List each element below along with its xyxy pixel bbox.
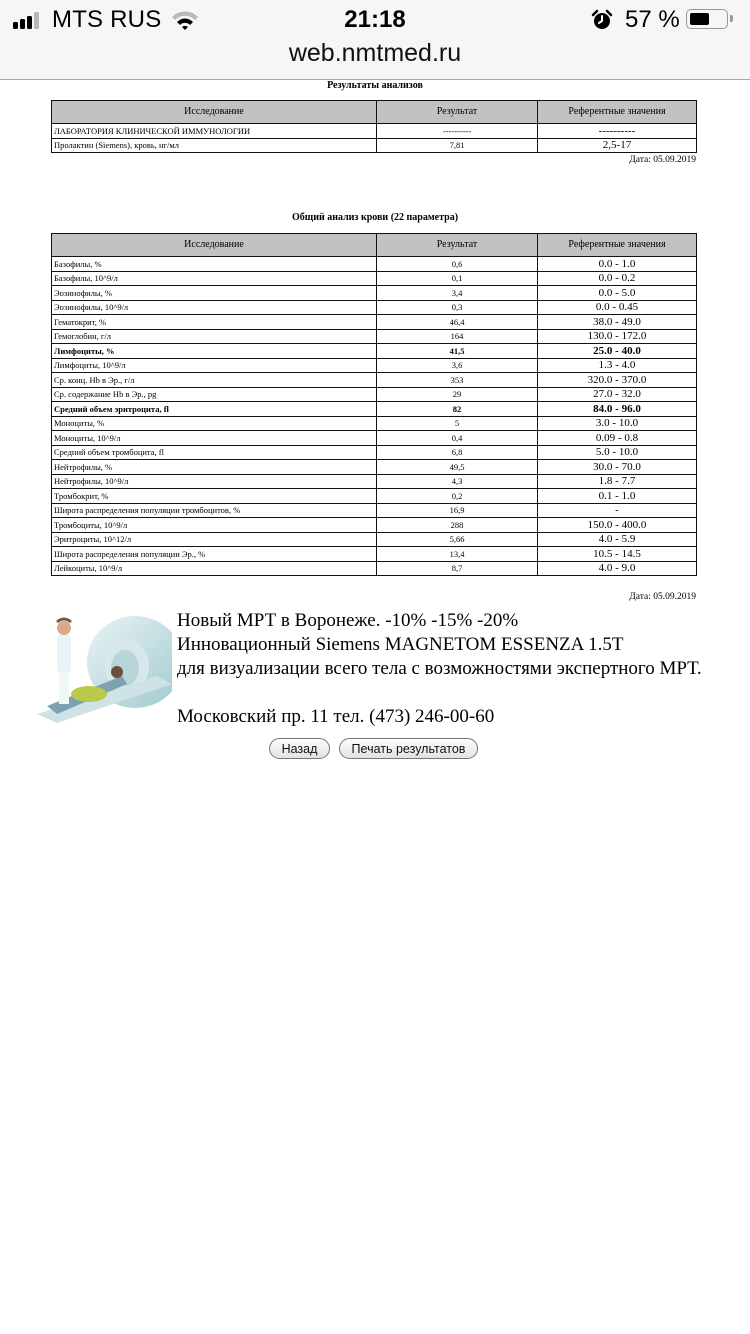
cell-study-name: Нейтрофилы, % (52, 460, 377, 475)
cell-reference-range: 320.0 - 370.0 (538, 373, 697, 388)
cell-result: 13,4 (377, 547, 538, 562)
cell-reference-range: 4.0 - 5.9 (538, 532, 697, 547)
cell-reference-range: 0.1 - 1.0 (538, 489, 697, 504)
table-row (52, 518, 697, 533)
cell-result: 164 (377, 329, 538, 344)
section1-title: Результаты анализов (327, 80, 423, 91)
cell-study-name: Гемоглобин, г/л (52, 329, 377, 344)
print-results-button[interactable]: Печать результатов (339, 738, 478, 759)
status-bar (0, 0, 750, 40)
header-reference: Референтные значения (538, 234, 697, 257)
cell-study-name: Широта распределения популяции Эр., % (52, 547, 377, 562)
section2-title: Общий анализ крови (22 параметра) (291, 212, 459, 223)
cell-reference-range: 4.0 - 9.0 (538, 561, 697, 576)
cell-result: 0,6 (377, 257, 538, 272)
table-row (52, 124, 697, 139)
cell-result: 353 (377, 373, 538, 388)
cell-study-name: Лейкоциты, 10^9/л (52, 561, 377, 576)
table-row (52, 373, 697, 388)
url-address-bar[interactable]: web.nmtmed.ru (288, 39, 462, 67)
browser-top-bar (0, 0, 750, 80)
cell-study-name: Эритроциты, 10^12/л (52, 532, 377, 547)
cell-reference-range: 10.5 - 14.5 (538, 547, 697, 562)
table-row (52, 300, 697, 315)
cell-result: 3,4 (377, 286, 538, 301)
table-row (52, 489, 697, 504)
cell-study-name: Средний объем эритроцита, fl (52, 402, 377, 417)
cell-reference-range: 3.0 - 10.0 (538, 416, 697, 431)
table-row (52, 286, 697, 301)
table-row (52, 315, 697, 330)
section1-date: Дата: 05.09.2019 (629, 155, 696, 165)
table-row (52, 138, 697, 153)
table-row (52, 358, 697, 373)
cell-result: 41,5 (377, 344, 538, 359)
cell-result: ---------- (377, 124, 538, 139)
ad-line-scanner: Инновационный Siemens MAGNETOM ESSENZA 1.5T (177, 634, 624, 655)
cell-reference-range: 25.0 - 40.0 (538, 344, 697, 359)
cell-study-name: Средний объем тромбоцита, fl (52, 445, 377, 460)
cell-study-name: Эозинофилы, 10^9/л (52, 300, 377, 315)
table-row (52, 474, 697, 489)
cell-study-name: Тромбокрит, % (52, 489, 377, 504)
cell-result: 16,9 (377, 503, 538, 518)
results-table-immunology (51, 100, 697, 153)
cell-reference-range: 30.0 - 70.0 (538, 460, 697, 475)
table-row (52, 271, 697, 286)
header-result: Результат (377, 234, 538, 257)
mri-advertisement[interactable] (177, 609, 702, 729)
ad-line-description: для визуализации всего тела с возможностями экспертного МРТ. (177, 658, 702, 679)
table-row (52, 329, 697, 344)
carrier-name: MTS RUS (52, 6, 162, 33)
cell-reference-range: 130.0 - 172.0 (538, 329, 697, 344)
cell-reference-range: ---------- (538, 124, 697, 139)
cell-study-name: Пролактин (Siemens), кровь, нг/мл (52, 138, 377, 153)
cell-study-name: Тромбоциты, 10^9/л (52, 518, 377, 533)
cell-study-name: Нейтрофилы, 10^9/л (52, 474, 377, 489)
cell-result: 46,4 (377, 315, 538, 330)
cell-result: 288 (377, 518, 538, 533)
table-row (52, 257, 697, 272)
cell-reference-range: 0.0 - 0.2 (538, 271, 697, 286)
cell-result: 6,8 (377, 445, 538, 460)
cell-study-name: Широта распределения популяции тромбоцитов, % (52, 503, 377, 518)
table-row (52, 431, 697, 446)
cell-result: 8,7 (377, 561, 538, 576)
cell-study-name: Базофилы, % (52, 257, 377, 272)
alarm-icon (591, 9, 613, 31)
back-button[interactable]: Назад (269, 738, 330, 759)
cell-study-name: Лимфоциты, 10^9/л (52, 358, 377, 373)
cell-result: 0,1 (377, 271, 538, 286)
cell-study-name: Моноциты, 10^9/л (52, 431, 377, 446)
cell-reference-range: 0.0 - 1.0 (538, 257, 697, 272)
cell-result: 49,5 (377, 460, 538, 475)
cell-result: 7,81 (377, 138, 538, 153)
table-row (52, 460, 697, 475)
table-row (52, 503, 697, 518)
cell-reference-range: 0.0 - 5.0 (538, 286, 697, 301)
cell-study-name: ЛАБОРАТОРИЯ КЛИНИЧЕСКОЙ ИММУНОЛОГИИ (52, 124, 377, 139)
cell-result: 0,2 (377, 489, 538, 504)
cell-reference-range: 84.0 - 96.0 (538, 402, 697, 417)
table-row (52, 445, 697, 460)
cell-reference-range: 1.8 - 7.7 (538, 474, 697, 489)
cell-study-name: Лимфоциты, % (52, 344, 377, 359)
cell-reference-range: 0.09 - 0.8 (538, 431, 697, 446)
cell-result: 5 (377, 416, 538, 431)
table-row (52, 402, 697, 417)
cell-study-name: Ср. содержание Hb в Эр., pg (52, 387, 377, 402)
header-result: Результат (377, 101, 538, 124)
cell-study-name: Гематокрит, % (52, 315, 377, 330)
cell-reference-range: 1.3 - 4.0 (538, 358, 697, 373)
mri-scanner-image[interactable] (27, 614, 172, 723)
cell-reference-range: 0.0 - 0.45 (538, 300, 697, 315)
mri-scanner-photo-icon (27, 614, 172, 723)
ad-line-address: Московский пр. 11 тел. (473) 246-00-60 (177, 706, 495, 727)
cell-study-name: Моноциты, % (52, 416, 377, 431)
battery-level-fill (690, 13, 709, 25)
cell-reference-range: 5.0 - 10.0 (538, 445, 697, 460)
cell-result: 0,4 (377, 431, 538, 446)
cell-reference-range: 38.0 - 49.0 (538, 315, 697, 330)
header-study: Исследование (52, 101, 377, 124)
table-row (52, 387, 697, 402)
cell-reference-range: 27.0 - 32.0 (538, 387, 697, 402)
table-row (52, 561, 697, 576)
table-row (52, 416, 697, 431)
battery-percent: 57 % (625, 6, 680, 33)
cell-reference-range: 150.0 - 400.0 (538, 518, 697, 533)
ad-line-spacer (177, 681, 702, 705)
cell-study-name: Ср. конц. Hb в Эр., г/л (52, 373, 377, 388)
cell-reference-range: 2,5-17 (538, 138, 697, 153)
cell-study-name: Эозинофилы, % (52, 286, 377, 301)
table-row (52, 344, 697, 359)
ad-line-discount: Новый МРТ в Воронеже. -10% -15% -20% (177, 610, 519, 631)
cell-study-name: Базофилы, 10^9/л (52, 271, 377, 286)
battery-icon (686, 9, 728, 29)
cell-result: 29 (377, 387, 538, 402)
cell-result: 5,66 (377, 532, 538, 547)
table-row (52, 547, 697, 562)
section2-date: Дата: 05.09.2019 (629, 592, 696, 602)
results-table-blood-count (51, 233, 697, 576)
cell-result: 0,3 (377, 300, 538, 315)
header-study: Исследование (52, 234, 377, 257)
cell-result: 82 (377, 402, 538, 417)
header-reference: Референтные значения (538, 101, 697, 124)
cell-reference-range: - (538, 503, 697, 518)
cell-result: 3,6 (377, 358, 538, 373)
table-row (52, 532, 697, 547)
battery-tip (730, 15, 733, 22)
clock: 21:18 (344, 6, 406, 33)
cell-result: 4,3 (377, 474, 538, 489)
